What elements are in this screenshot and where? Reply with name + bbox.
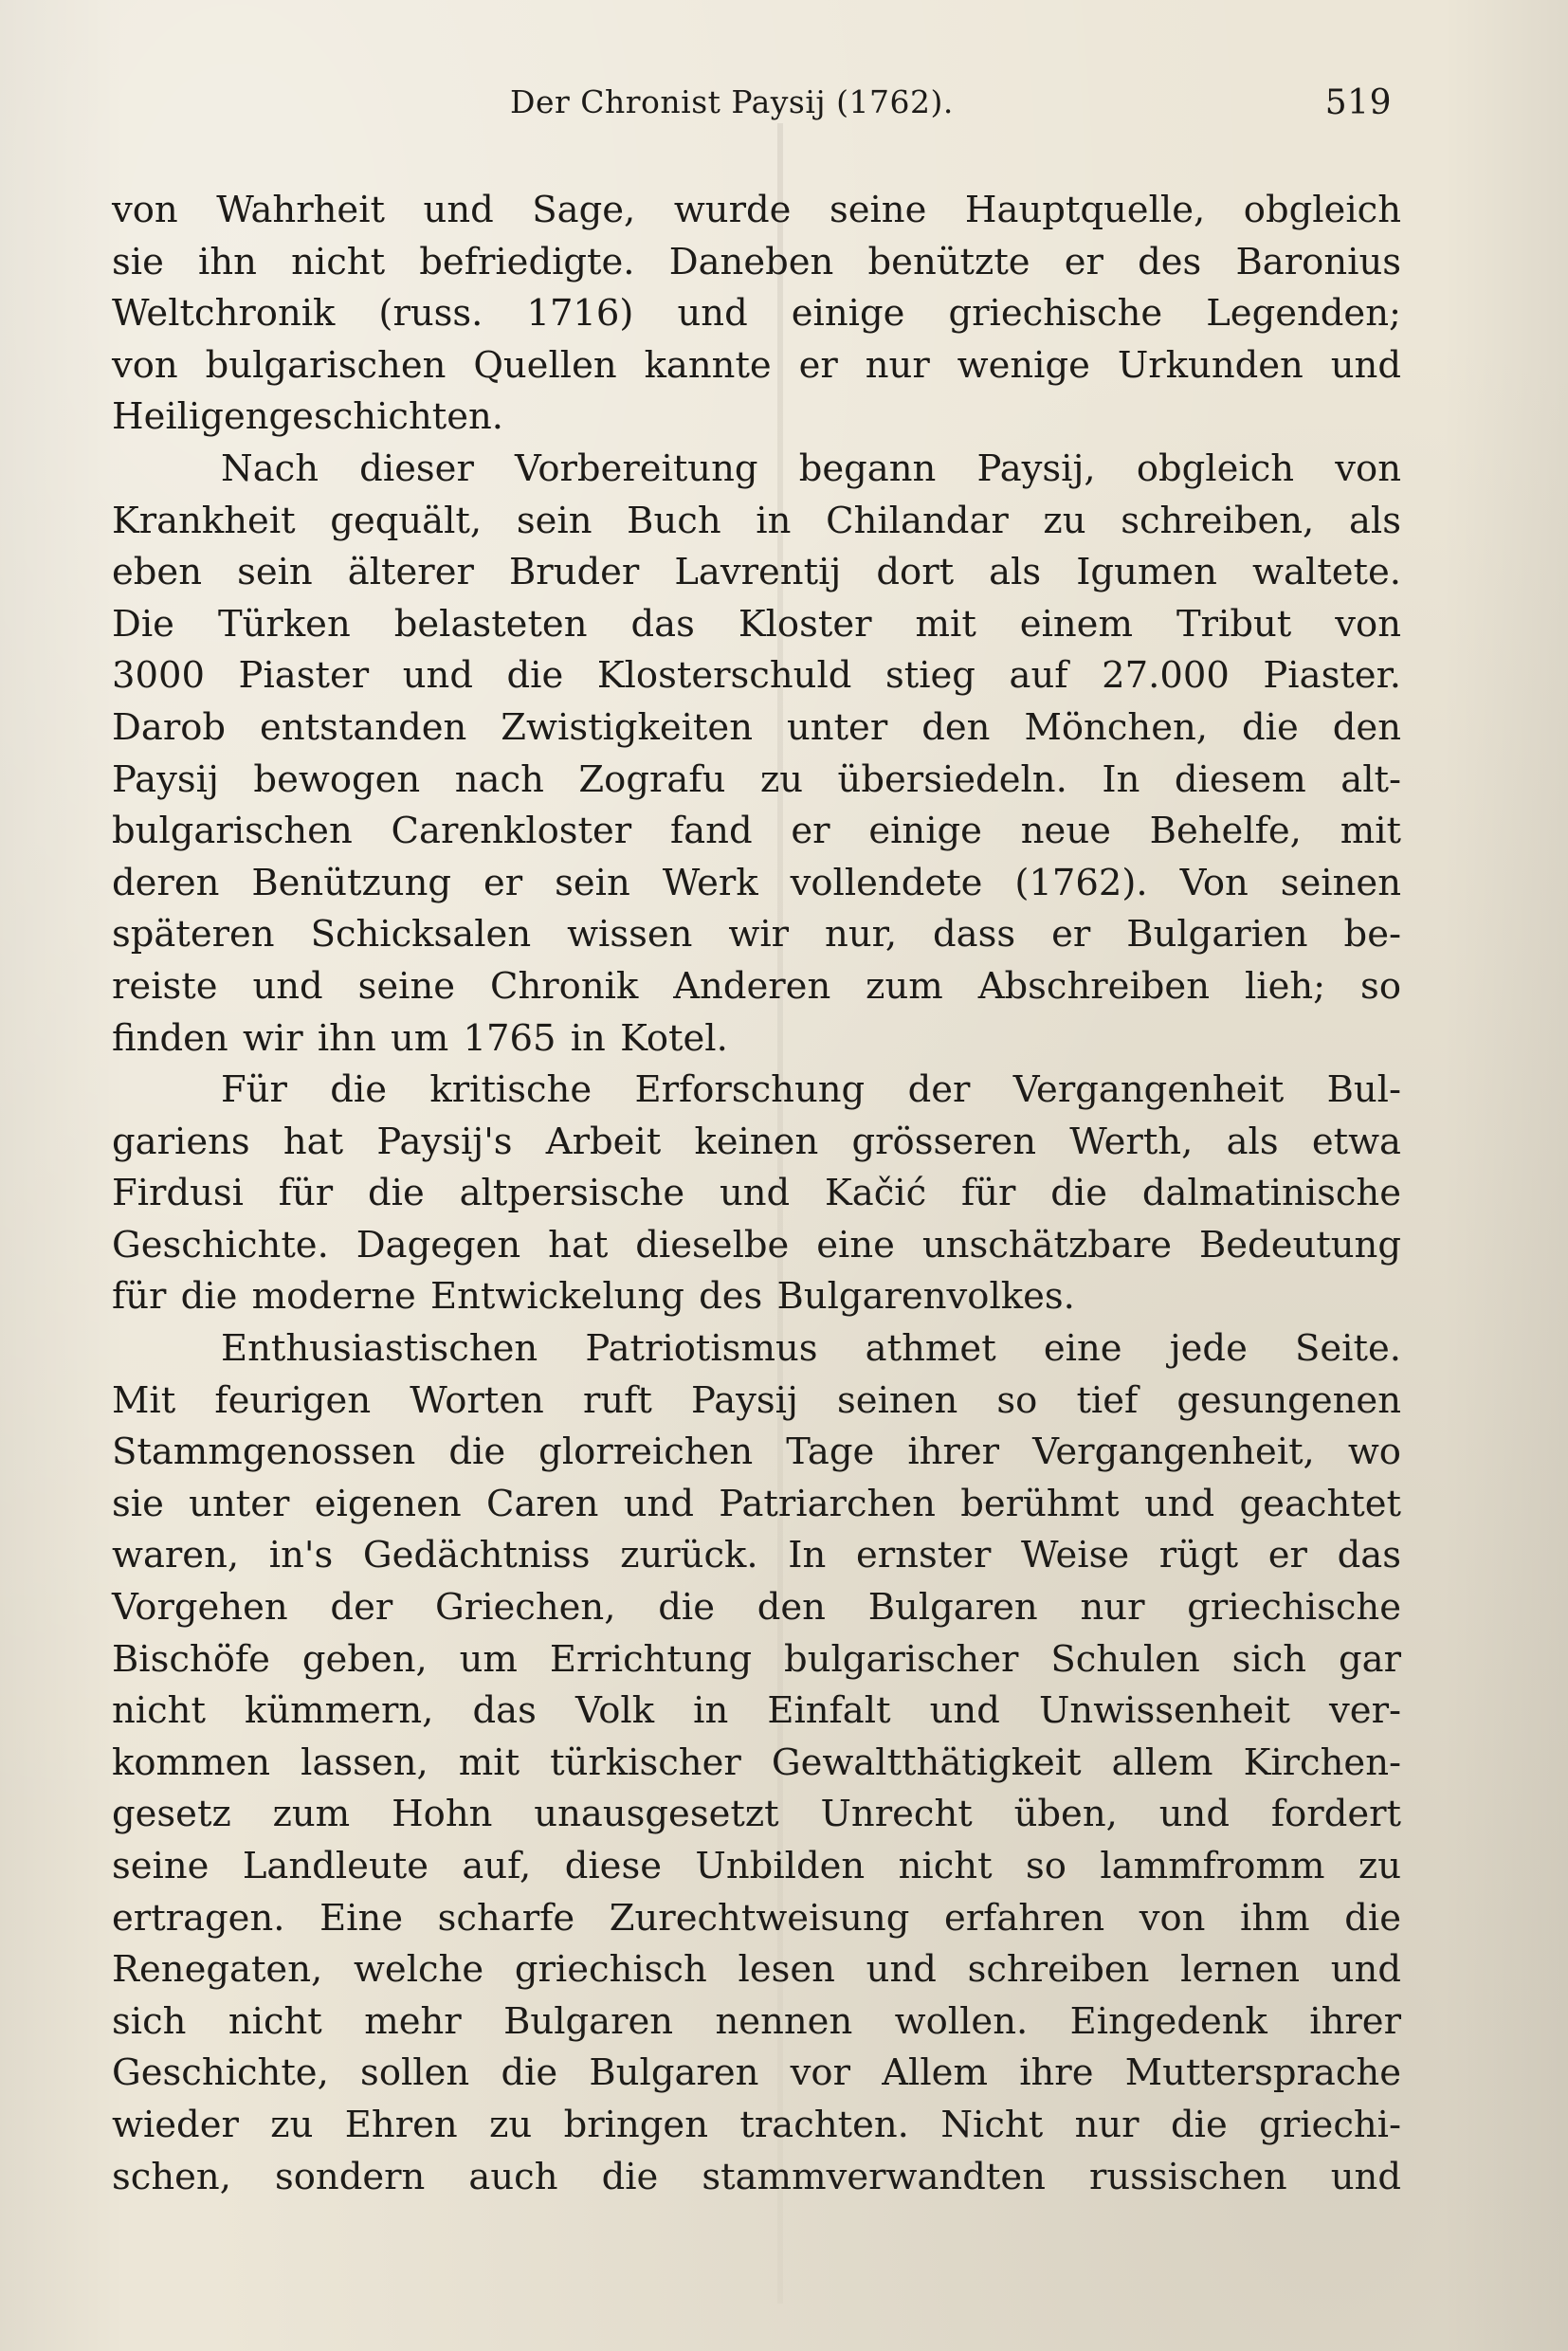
text-line: späteren Schicksalen wissen wir nur, dass er Bulgarien be- [112, 913, 1401, 957]
text-line: Vorgehen der Griechen, die den Bulgaren nur griechische [112, 1586, 1401, 1630]
text-line: gariens hat Paysij's Arbeit keinen grösseren Werth, als etwa [112, 1120, 1401, 1163]
text-line: 3000 Piaster und die Klosterschuld stieg auf 27.000 Piaster. [112, 654, 1401, 698]
text-line: Bischöfe geben, um Errichtung bulgarischer Schulen sich gar [112, 1637, 1401, 1681]
text-line: kommen lassen, mit türkischer Gewaltthätigkeit allem Kirchen- [112, 1740, 1401, 1784]
text-line: von Wahrheit und Sage, wurde seine Hauptquelle, obgleich [112, 189, 1401, 231]
text-line: Stammgenossen die glorreichen Tage ihrer Vergangenheit, wo [112, 1431, 1401, 1474]
text-line: Die Türken belasteten das Kloster mit einem Tribut von [112, 602, 1401, 646]
text-line: Heiligengeschichten. [112, 395, 504, 439]
text-line: gesetz zum Hohn unausgesetzt Unrecht üben, und fordert [112, 1793, 1401, 1836]
text-line: Weltchronik (russ. 1716) und einige griechische Legenden; [112, 292, 1401, 336]
text-line: Darob entstanden Zwistigkeiten unter den Mönchen, die den [112, 705, 1401, 749]
text-line: reiste und seine Chronik Anderen zum Abschreiben lieh; so [112, 964, 1401, 1008]
text-line: eben sein älterer Bruder Lavrentij dort als Igumen waltete. [112, 551, 1401, 594]
text-line: sich nicht mehr Bulgaren nennen wollen. Eingedenk ihrer [112, 1999, 1401, 2043]
text-line: Enthusiastischen Patriotismus athmet eine jede Seite. [221, 1327, 1401, 1371]
text-line: Nach dieser Vorbereitung begann Paysij, obgleich von [221, 447, 1401, 490]
running-head [112, 83, 1392, 131]
text-line: deren Benützung er sein Werk vollendete (1762). Von seinen [112, 861, 1401, 904]
page-number: 519 [1324, 83, 1392, 122]
text-line: seine Landleute auf, diese Unbilden nicht so lammfromm zu [112, 1845, 1401, 1887]
text-line: bulgarischen Carenkloster fand er einige neue Behelfe, mit [112, 810, 1401, 853]
text-line: nicht kümmern, das Volk in Einfalt und Unwissenheit ver- [112, 1689, 1401, 1733]
text-line: Mit feurigen Worten ruft Paysij seinen so tief gesungenen [112, 1378, 1401, 1422]
text-line: Paysij bewogen nach Zografu zu übersiedeln. In diesem alt- [112, 757, 1401, 801]
text-line: ertragen. Eine scharfe Zurechtweisung erfahren von ihm die [112, 1896, 1401, 1940]
text-line: sie ihn nicht befriedigte. Daneben benützte er des Baronius [112, 240, 1401, 283]
text-line: finden wir ihn um 1765 in Kotel. [112, 1016, 728, 1060]
text-line: für die moderne Entwickelung des Bulgarenvolkes. [112, 1275, 1075, 1319]
text-line: Geschichte, sollen die Bulgaren vor Allem ihre Muttersprache [112, 2051, 1401, 2095]
text-line: Für die kritische Erforschung der Vergangenheit Bul- [221, 1068, 1401, 1112]
running-head-title: Der Chronist Paysij (1762). [510, 83, 954, 120]
text-line: Firdusi für die altpersische und Kačić für die dalmatinische [112, 1172, 1401, 1215]
text-line: schen, sondern auch die stammverwandten russischen und [112, 2155, 1401, 2198]
text-line: waren, in's Gedächtniss zurück. In ernster Weise rügt er das [112, 1534, 1401, 1577]
text-line: Renegaten, welche griechisch lesen und schreiben lernen und [112, 1948, 1401, 1992]
text-line: Krankheit gequält, sein Buch in Chilandar zu schreiben, als [112, 499, 1401, 542]
text-line: wieder zu Ehren zu bringen trachten. Nicht nur die griechi- [112, 2103, 1401, 2146]
body-text [112, 185, 1401, 2203]
text-line: sie unter eigenen Caren und Patriarchen berühmt und geachtet [112, 1482, 1401, 1525]
text-line: von bulgarischen Quellen kannte er nur wenige Urkunden und [112, 343, 1401, 387]
text-line: Geschichte. Dagegen hat dieselbe eine unschätzbare Bedeutung [112, 1223, 1401, 1267]
